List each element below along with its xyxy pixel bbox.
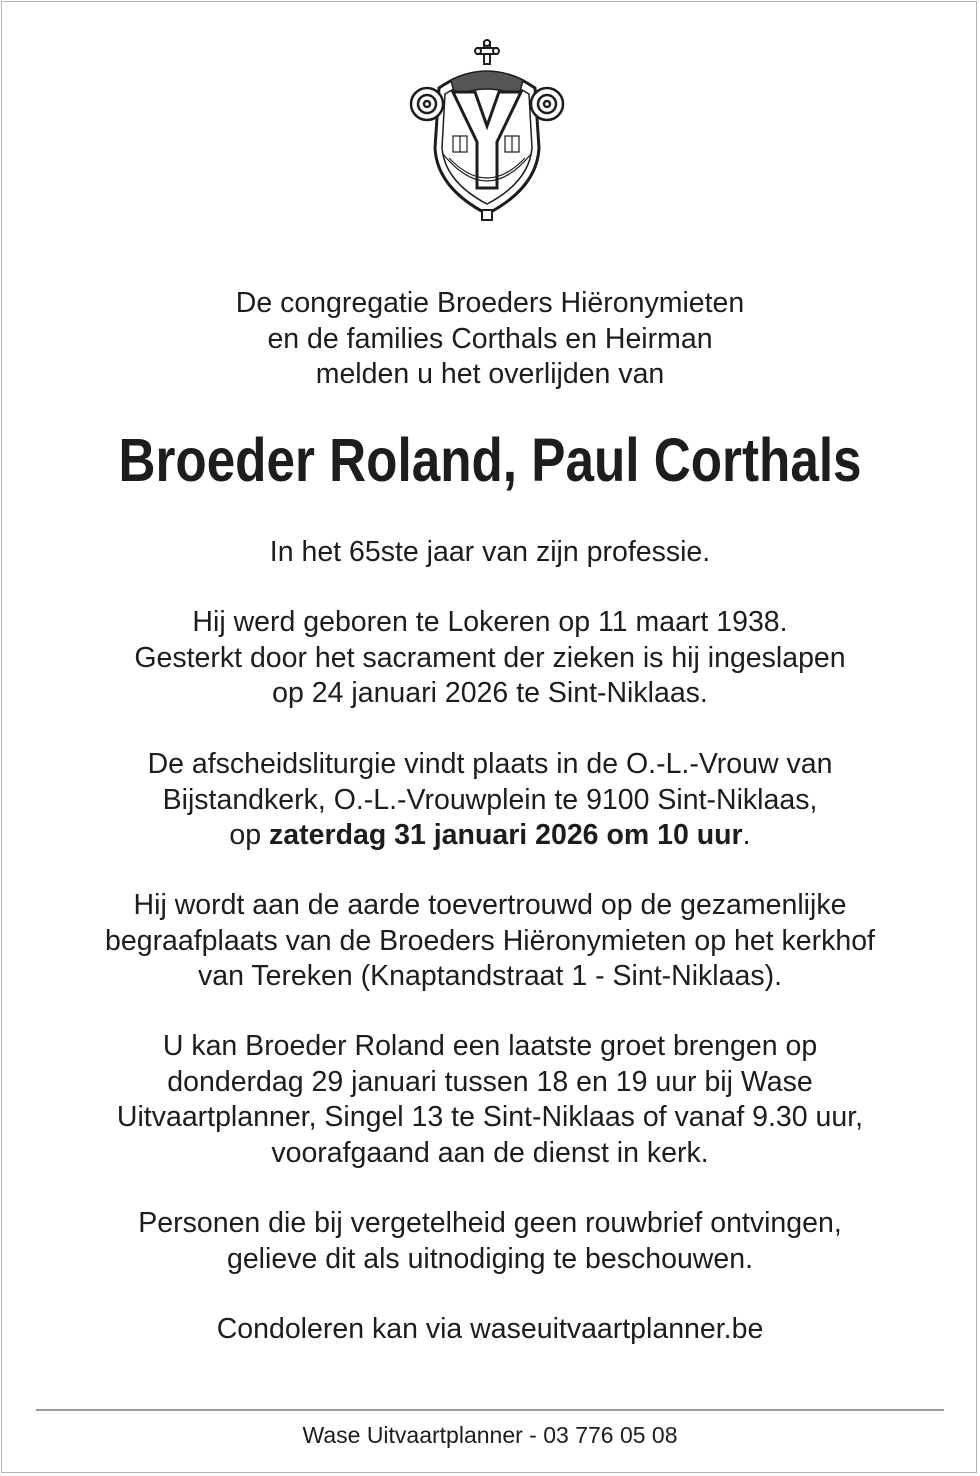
profession-block	[0, 535, 980, 571]
condolences-link[interactable]: Condoleren kan via waseuitvaartplanner.be	[216, 1313, 764, 1345]
deceased-name: Broeder Roland, Paul Corthals	[118, 426, 862, 494]
congregation-emblem-icon	[405, 38, 569, 224]
announcement-line: De congregatie Broeders Hiëronymieten	[235, 287, 745, 319]
funeral-line: De afscheidsliturgie vindt plaats in de O.-L.-Vrouw van	[147, 748, 833, 780]
invitation-block	[0, 1206, 980, 1277]
life-line: Gesterkt door het sacrament der zieken is hij ingeslapen	[134, 641, 846, 674]
viewing-line: Uitvaartplanner, Singel 13 te Sint-Niklaas of vanaf 9.30 uur,	[116, 1101, 864, 1133]
announcement-line: melden u het overlijden van	[315, 358, 665, 390]
funeral-date: zaterdag 31 januari 2026 om 10 uur	[269, 819, 743, 851]
burial-line: Hij wordt aan de aarde toevertrouwd op de gezamenlijke	[133, 889, 847, 921]
viewing-line: voorafgaand aan de dienst in kerk.	[271, 1136, 709, 1169]
profession-text: In het 65ste jaar van zijn professie.	[269, 536, 711, 568]
funeral-line: Bijstandkerk, O.-L.-Vrouwplein te 9100 Sint-Niklaas,	[162, 783, 818, 816]
funeral-line-date	[0, 818, 980, 854]
invitation-line: Personen die bij vergetelheid geen rouwbrief ontvingen,	[138, 1207, 842, 1239]
funeral-date-suffix: .	[742, 819, 751, 851]
announcement-block	[0, 286, 980, 393]
footer-contact: Wase Uitvaartplanner - 03 776 05 08	[302, 1422, 678, 1448]
funeral-date-prefix: op	[229, 819, 270, 851]
invitation-line: gelieve dit als uitnodiging te beschouwen.	[226, 1242, 754, 1275]
burial-line: van Tereken (Knaptandstraat 1 - Sint-Niklaas).	[197, 960, 782, 992]
viewing-line: donderdag 29 januari tussen 18 en 19 uur bij Wase	[167, 1065, 813, 1098]
viewing-line: U kan Broeder Roland een laatste groet brengen op	[162, 1030, 818, 1062]
life-line: Hij werd geboren te Lokeren op 11 maart 1938.	[192, 606, 788, 638]
viewing-block	[0, 1029, 980, 1171]
footer-divider	[36, 1409, 944, 1411]
life-block	[0, 605, 980, 712]
announcement-line: en de families Corthals en Heirman	[267, 322, 713, 355]
condolences-block	[0, 1312, 980, 1348]
burial-block	[0, 888, 980, 995]
burial-line: begraafplaats van de Broeders Hiëronymieten op het kerkhof	[105, 924, 875, 957]
life-line: op 24 januari 2026 te Sint-Niklaas.	[272, 677, 708, 709]
funeral-block	[0, 747, 980, 854]
